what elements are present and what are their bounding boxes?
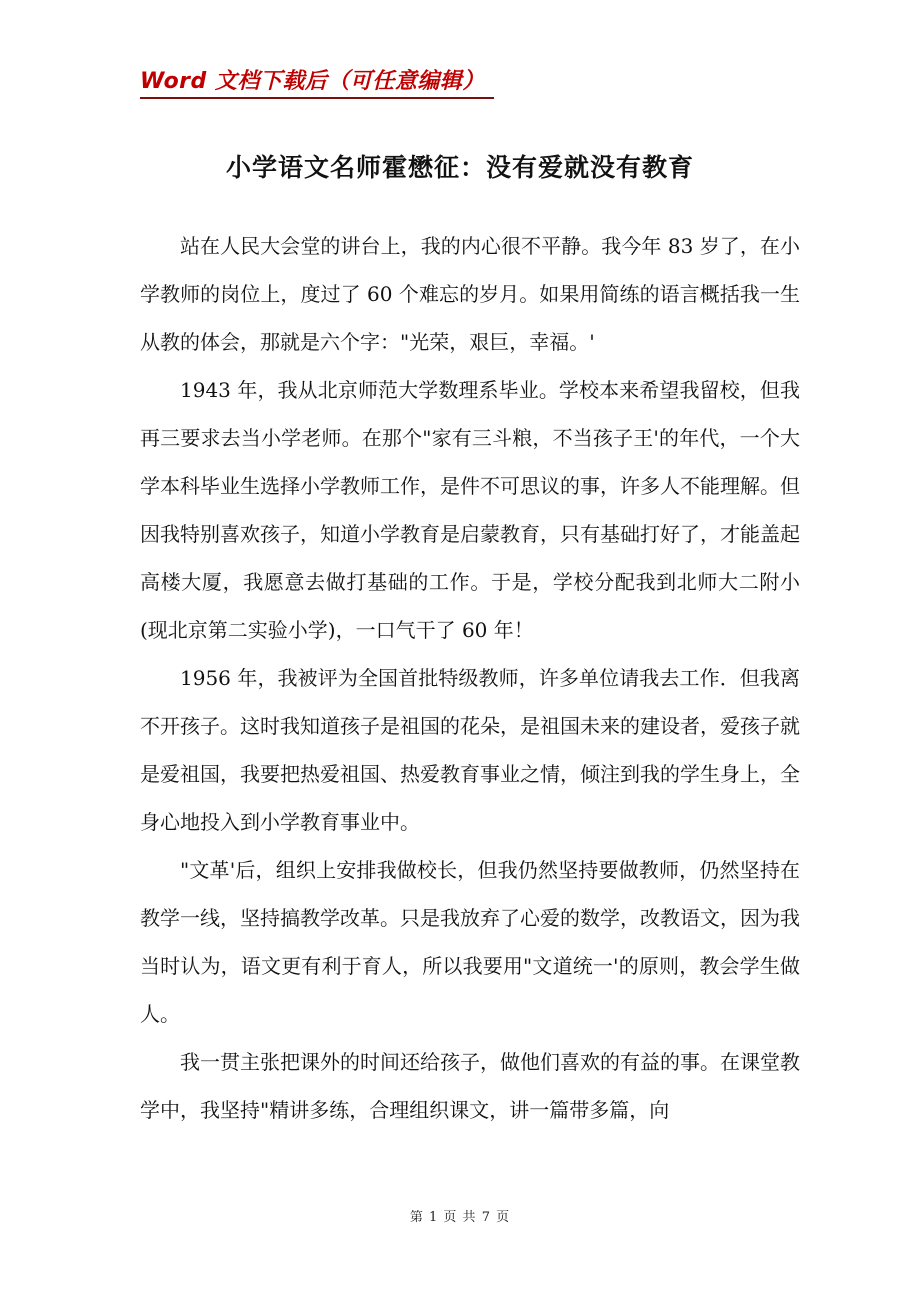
document-body <box>140 222 800 1134</box>
paragraph-5: 我一贯主张把课外的时间还给孩子，做他们喜欢的有益的事。在课堂教学中，我坚持"精讲多练，合理组织课文，讲一篇带多篇，向 <box>140 1050 800 1122</box>
document-header <box>140 64 494 99</box>
paragraph-4: "文革'后，组织上安排我做校长，但我仍然坚持要做教师，仍然坚持在教学一线，坚持搞教学改革。只是我放弃了心爱的数学，改教语文，因为我当时认为，语文更有利于育人，所以我要用"文道统一'的原则，教会学生做人。 <box>140 858 800 1026</box>
paragraph-1: 站在人民大会堂的讲台上，我的内心很不平静。我今年 83 岁了，在小学教师的岗位上，度过了 60 个难忘的岁月。如果用简练的语言概括我一生从教的体会，那就是六个字："光荣，艰巨，幸福。' <box>140 234 800 354</box>
document-title: 小学语文名师霍懋征：没有爱就没有教育 <box>225 153 694 182</box>
header-text: Word 文档下载后（可任意编辑） <box>140 69 485 94</box>
paragraph-2: 1943 年，我从北京师范大学数理系毕业。学校本来希望我留校，但我再三要求去当小学老师。在那个"家有三斗粮，不当孩子王'的年代，一个大学本科毕业生选择小学教师工作，是件不可思议的事，许多人不能理解。但因我特别喜欢孩子，知道小学教育是启蒙教育，只有基础打好了，才能盖起高楼大厦，我愿意去做打基础的工作。于是，学校分配我到北师大二附小(现北京第二实验小学)，一口气干了 60 年！ <box>140 378 800 642</box>
paragraph-3: 1956 年，我被评为全国首批特级教师，许多单位请我去工作．但我离不开孩子。这时我知道孩子是祖国的花朵，是祖国未来的建设者，爱孩子就是爱祖国，我要把热爱祖国、热爱教育事业之情，倾注到我的学生身上，全身心地投入到小学教育事业中。 <box>140 666 800 834</box>
page-footer: 第 1 页 共 7 页 <box>409 1210 511 1225</box>
